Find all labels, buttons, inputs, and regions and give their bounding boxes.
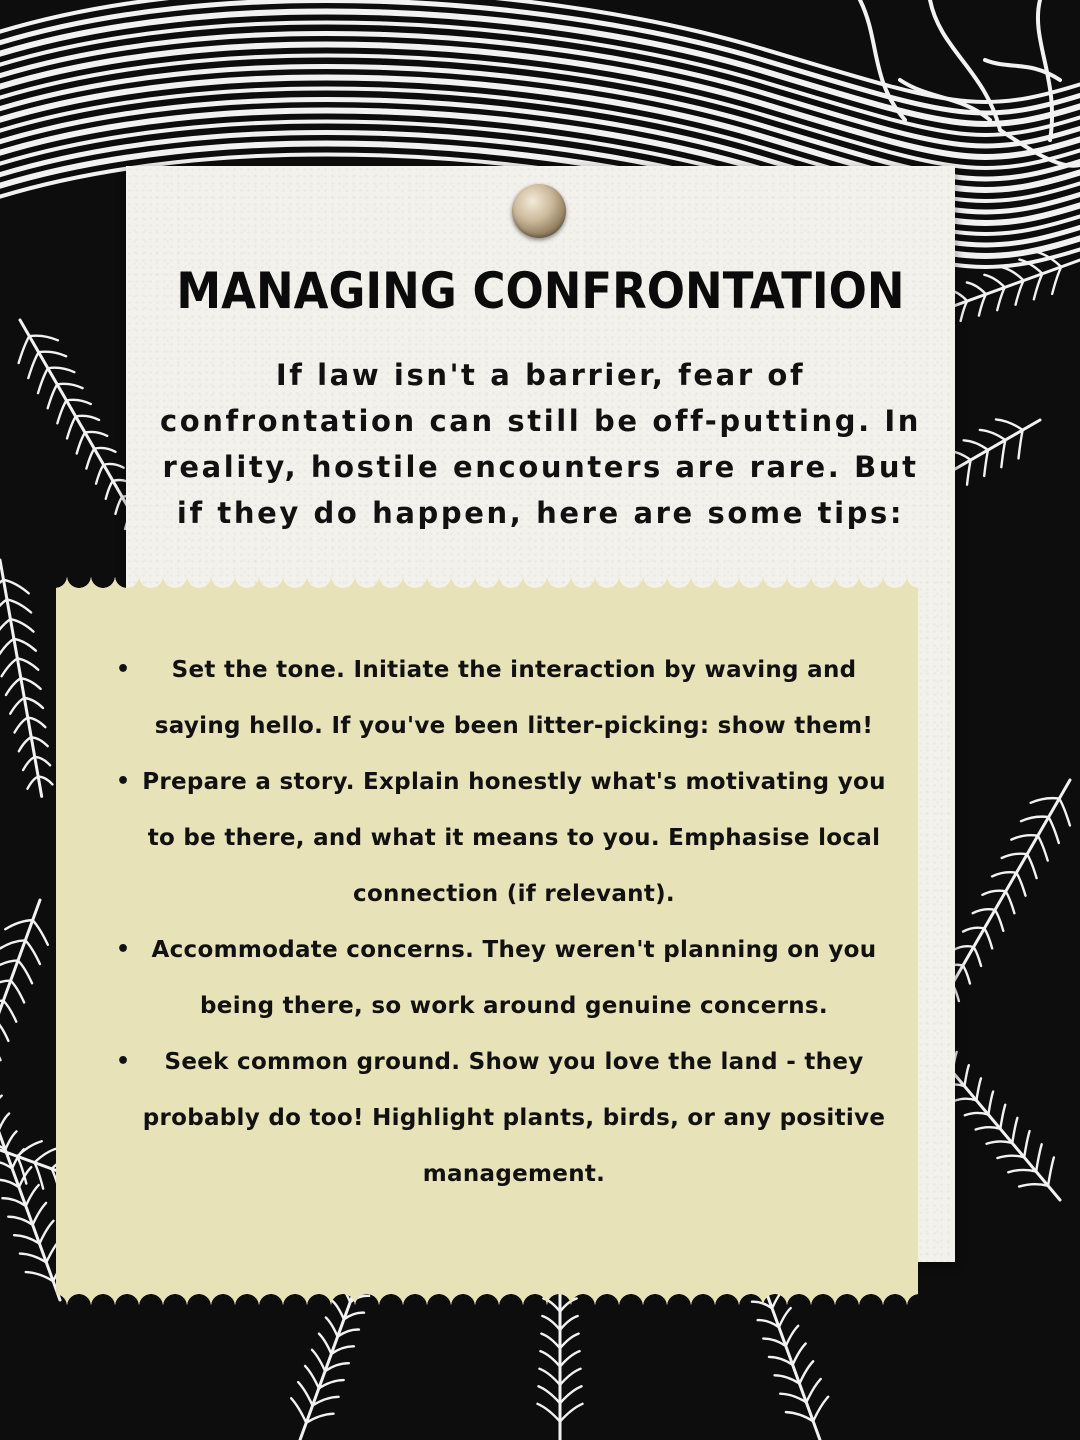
push-pin-icon <box>512 184 566 238</box>
tips-list <box>110 642 888 1202</box>
intro-text: If law isn't a barrier, fear of confrontation can still be off-putting. In reality, hostile encounters are rare. But if they do happen, here are some tips: <box>159 358 922 530</box>
tip-item: • Set the tone. Initiate the interaction by waving and saying hello. If you've been litter-picking: show them! <box>110 642 888 754</box>
tip-item: • Prepare a story. Explain honestly what's motivating you to be there, and what it means to you. Emphasise local connection (if relevant). <box>110 754 888 922</box>
tip-item: • Accommodate concerns. They weren't planning on you being there, so work around genuine concerns. <box>110 922 888 1034</box>
tip-item: • Seek common ground. Show you love the land - they probably do too! Highlight plants, birds, or any positive management. <box>110 1034 888 1202</box>
page-title: MANAGING CONFRONTATION <box>176 262 905 321</box>
